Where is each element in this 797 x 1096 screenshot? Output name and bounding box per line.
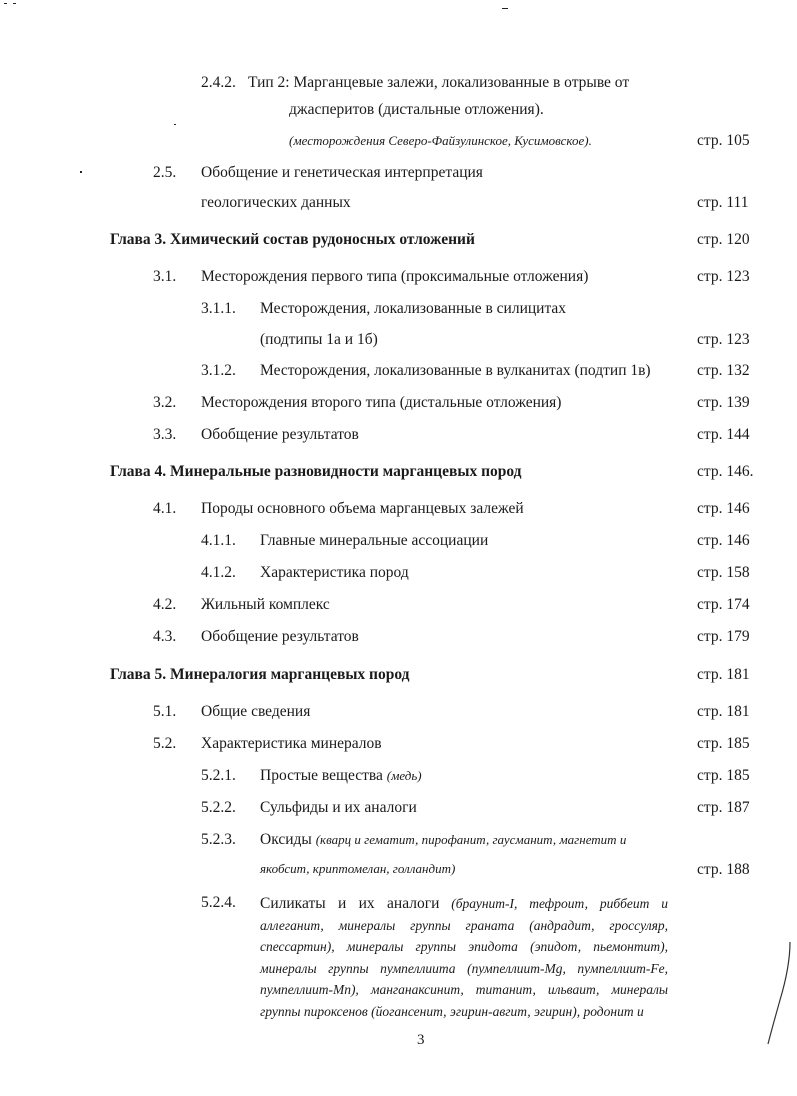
toc-entry-title: Общие сведения <box>201 703 311 720</box>
toc-entry-title-text: Простые вещества <box>260 767 383 784</box>
scan-speck <box>13 3 16 4</box>
toc-entry-title <box>260 766 422 786</box>
toc-entry-title: Главные минеральные ассоциации <box>260 532 489 549</box>
toc-page-ref: стр. 146. <box>697 463 754 480</box>
toc-entry-title: Месторождения второго типа (дистальные отложения) <box>201 394 562 411</box>
toc-entry-paragraph <box>260 893 668 1023</box>
toc-entry-title: Месторождения первого типа (проксимальные отложения) <box>201 268 589 285</box>
toc-entry-detail-cont: якобсит, криптомелан, голландит) <box>260 861 456 876</box>
toc-page-ref: стр. 158 <box>697 564 750 581</box>
toc-page-ref: стр. 146 <box>697 500 750 517</box>
toc-num: 5.1. <box>153 703 177 720</box>
toc-num: 2.5. <box>153 164 177 181</box>
toc-entry-title-text: Силикаты и их аналоги <box>260 895 440 912</box>
toc-page-ref: стр. 123 <box>697 331 750 348</box>
toc-entry-title: Тип 2: Марганцевые залежи, локализованные в отрыве от <box>248 74 630 91</box>
chapter-title: Глава 4. Минеральные разновидности марганцевых пород <box>110 463 522 480</box>
toc-num: 2.4.2. <box>201 74 236 91</box>
toc-num: 4.1.1. <box>201 532 236 549</box>
toc-num: 4.1.2. <box>201 564 236 581</box>
toc-page-ref: стр. 181 <box>697 703 750 720</box>
toc-entry-title: Характеристика пород <box>260 564 409 581</box>
toc-entry-title: Породы основного объема марганцевых залежей <box>201 500 524 517</box>
toc-page-ref: стр. 179 <box>697 628 750 645</box>
toc-page-ref: стр. 185 <box>697 735 750 752</box>
toc-entry-title: Обобщение результатов <box>201 628 359 645</box>
toc-num: 4.1. <box>153 500 177 517</box>
toc-page-ref: стр. 111 <box>697 194 749 211</box>
toc-entry-title: Сульфиды и их аналоги <box>260 799 417 816</box>
scan-speck <box>502 8 508 9</box>
toc-page-ref: стр. 187 <box>697 799 750 816</box>
toc-num: 3.3. <box>153 426 177 443</box>
toc-entry-deposits: (месторождения Северо-Файзулинское, Кусимовское). <box>289 133 592 148</box>
scan-speck <box>174 124 176 125</box>
toc-entry-title: Обобщение и генетическая интерпретация <box>201 164 483 181</box>
toc-entry-title: Характеристика минералов <box>201 735 382 752</box>
scan-pen-stroke <box>766 940 796 1050</box>
toc-entry-title: Месторождения, локализованные в силицитах <box>260 300 567 317</box>
scan-speck <box>80 171 82 173</box>
toc-page-ref: стр. 146 <box>697 532 750 549</box>
toc-entry-detail: (кварц и гематит, пирофанит, гаусманит, магнетит и <box>315 832 627 847</box>
toc-entry-title: Обобщение результатов <box>201 426 359 443</box>
toc-page-ref: стр. 181 <box>697 666 750 683</box>
toc-page-ref: стр. 174 <box>697 596 750 613</box>
toc-entry-title-cont: джасперитов (дистальные отложения). <box>289 101 544 118</box>
toc-page-ref: стр. 120 <box>697 231 750 248</box>
toc-num: 3.1.2. <box>201 362 236 379</box>
toc-num: 5.2.2. <box>201 799 236 816</box>
chapter-title: Глава 3. Химический состав рудоносных отложений <box>110 231 475 248</box>
toc-page-ref: стр. 123 <box>697 268 750 285</box>
toc-entry-title-cont: геологических данных <box>201 194 351 211</box>
toc-num: 3.1. <box>153 268 177 285</box>
toc-page-ref: стр. 188 <box>697 861 750 878</box>
toc-num: 5.2. <box>153 735 177 752</box>
toc-page-ref: стр. 132 <box>697 362 750 379</box>
chapter-title: Глава 5. Минералогия марганцевых пород <box>110 666 410 683</box>
page-number: 3 <box>417 1032 425 1048</box>
toc-entry-title <box>260 830 626 850</box>
toc-entry-title: Месторождения, локализованные в вулканитах (подтип 1в) <box>260 362 651 379</box>
toc-page-ref: стр. 144 <box>697 426 750 443</box>
toc-page-ref: стр. 105 <box>697 132 750 149</box>
toc-num: 5.2.1. <box>201 767 236 784</box>
toc-entry-detail: (браунит-I, тефроит, риббеит и аллеганит, минералы группы граната (андрадит, гроссуляр, спессартин), минералы группы эпидота (эпидот, пьемонтит), минералы группы пумпеллиита (пумпеллиит-Mg, пумпеллиит-Fe, пумпеллиит-Mn), манганаксинит, титанит, ильваит, минералы группы пироксенов (йогансенит, эгирин-авгит, эгирин), родонит и <box>260 896 668 1019</box>
toc-num: 5.2.3. <box>201 831 236 848</box>
toc-page-ref: стр. 185 <box>697 767 750 784</box>
toc-num: 4.3. <box>153 628 177 645</box>
toc-num: 5.2.4. <box>201 894 236 911</box>
toc-num: 4.2. <box>153 596 177 613</box>
toc-entry-detail: (медь) <box>386 768 422 783</box>
toc-page-ref: стр. 139 <box>697 394 750 411</box>
toc-num: 3.2. <box>153 394 177 411</box>
toc-entry-title-text: Оксиды <box>260 831 312 848</box>
toc-num: 3.1.1. <box>201 300 236 317</box>
scan-speck <box>4 3 7 4</box>
toc-entry-title-cont: (подтипы 1а и 1б) <box>260 331 378 348</box>
toc-entry-title: Жильный комплекс <box>201 596 330 613</box>
